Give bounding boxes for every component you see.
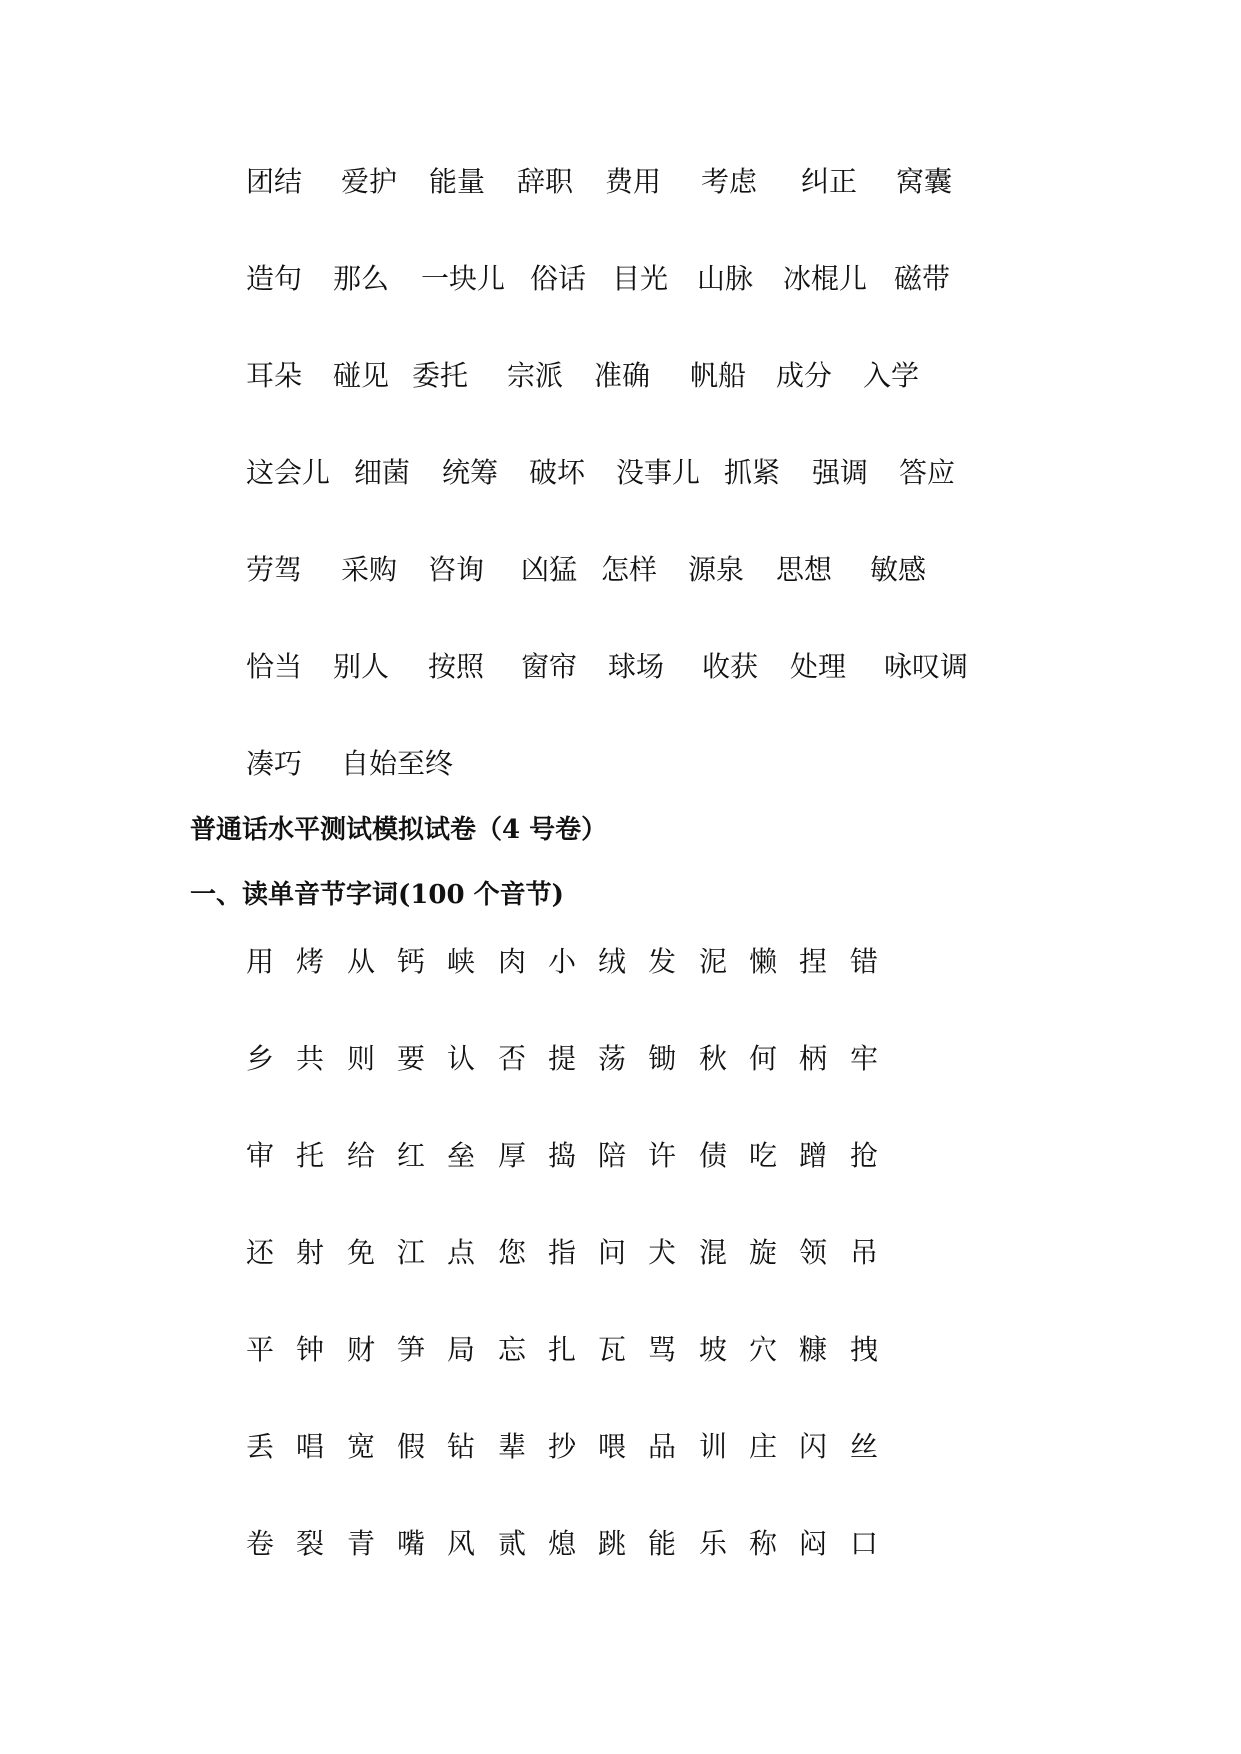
word: 耳朵 (246, 359, 303, 392)
syllable-char: 锄 (648, 1042, 677, 1075)
syllable-char: 喂 (598, 1430, 627, 1463)
syllable-char: 能 (648, 1527, 677, 1560)
word: 考虑 (701, 165, 758, 198)
syllable-char: 口 (850, 1527, 879, 1560)
syllable-char: 债 (699, 1139, 728, 1172)
syllable-char: 局 (447, 1333, 476, 1366)
syllable-char: 还 (246, 1236, 275, 1269)
word: 处理 (790, 650, 847, 683)
syllable-char: 乡 (246, 1042, 275, 1075)
word: 凑巧 (246, 747, 303, 780)
syllable-char: 忘 (498, 1333, 527, 1366)
word: 目光 (612, 262, 669, 295)
syllable-char: 抄 (548, 1430, 577, 1463)
syllable-char: 何 (749, 1042, 778, 1075)
syllable-char: 宽 (347, 1430, 376, 1463)
word: 别人 (333, 650, 390, 683)
word: 思想 (776, 553, 833, 586)
syllable-char: 指 (548, 1236, 577, 1269)
syllable-char: 您 (498, 1236, 527, 1269)
word: 那么 (333, 262, 390, 295)
word: 自始至终 (341, 747, 454, 780)
syllable-char: 穴 (749, 1333, 778, 1366)
word: 山脉 (697, 262, 754, 295)
syllable-char: 庄 (749, 1430, 778, 1463)
syllable-char: 平 (246, 1333, 275, 1366)
word: 窝囊 (896, 165, 953, 198)
word: 辞职 (517, 165, 574, 198)
syllable-char: 丢 (246, 1430, 275, 1463)
syllable-char: 闪 (799, 1430, 828, 1463)
syllable-char: 熄 (548, 1527, 577, 1560)
syllable-char: 荡 (598, 1042, 627, 1075)
syllable-char: 懒 (749, 945, 778, 978)
syllable-char: 牢 (850, 1042, 879, 1075)
syllable-char: 给 (347, 1139, 376, 1172)
syllable-char: 品 (648, 1430, 677, 1463)
word: 帆船 (690, 359, 747, 392)
syllable-char: 绒 (598, 945, 627, 978)
syllable-char: 笋 (397, 1333, 426, 1366)
word: 宗派 (507, 359, 564, 392)
syllable-char: 青 (347, 1527, 376, 1560)
syllable-char: 肉 (498, 945, 527, 978)
word: 碰见 (333, 359, 390, 392)
syllable-char: 捣 (548, 1139, 577, 1172)
word: 统筹 (442, 456, 499, 489)
syllable-char: 钟 (296, 1333, 325, 1366)
syllable-char: 裂 (296, 1527, 325, 1560)
word: 答应 (899, 456, 956, 489)
word: 纠正 (801, 165, 858, 198)
syllable-char: 坡 (699, 1333, 728, 1366)
word: 委托 (412, 359, 469, 392)
word: 没事儿 (616, 456, 701, 489)
word: 破坏 (529, 456, 586, 489)
syllable-char: 峡 (447, 945, 476, 978)
syllable-char: 从 (347, 945, 376, 978)
word: 磁带 (894, 262, 951, 295)
syllable-char: 共 (296, 1042, 325, 1075)
syllable-char: 许 (648, 1139, 677, 1172)
syllable-char: 提 (548, 1042, 577, 1075)
word: 源泉 (688, 553, 745, 586)
word: 敏感 (870, 553, 927, 586)
syllable-char: 免 (347, 1236, 376, 1269)
syllable-char: 乐 (699, 1527, 728, 1560)
word: 一块儿 (421, 262, 506, 295)
syllable-char: 垒 (447, 1139, 476, 1172)
word: 俗话 (530, 262, 587, 295)
syllable-char: 错 (850, 945, 879, 978)
syllable-char: 扎 (548, 1333, 577, 1366)
word: 这会儿 (246, 456, 331, 489)
syllable-char: 发 (648, 945, 677, 978)
word: 冰棍儿 (783, 262, 868, 295)
syllable-char: 否 (498, 1042, 527, 1075)
syllable-char: 小 (548, 945, 577, 978)
word: 球场 (608, 650, 665, 683)
syllable-char: 嘴 (397, 1527, 426, 1560)
syllable-char: 红 (397, 1139, 426, 1172)
syllable-char: 认 (447, 1042, 476, 1075)
syllable-char: 柄 (799, 1042, 828, 1075)
syllable-char: 糠 (799, 1333, 828, 1366)
page-title: 普通话水平测试模拟试卷（4 号卷） (190, 815, 608, 845)
syllable-char: 吊 (850, 1236, 879, 1269)
word: 按照 (428, 650, 485, 683)
syllable-char: 领 (799, 1236, 828, 1269)
syllable-char: 要 (397, 1042, 426, 1075)
syllable-char: 混 (699, 1236, 728, 1269)
syllable-char: 钙 (397, 945, 426, 978)
syllable-char: 称 (749, 1527, 778, 1560)
word: 准确 (594, 359, 651, 392)
word: 细菌 (354, 456, 411, 489)
word: 收获 (702, 650, 759, 683)
syllable-char: 陪 (598, 1139, 627, 1172)
syllable-char: 风 (447, 1527, 476, 1560)
syllable-char: 瓦 (598, 1333, 627, 1366)
syllable-char: 骂 (648, 1333, 677, 1366)
syllable-char: 卷 (246, 1527, 275, 1560)
syllable-char: 闷 (799, 1527, 828, 1560)
syllable-char: 抢 (850, 1139, 879, 1172)
word: 咏叹调 (884, 650, 969, 683)
syllable-char: 钻 (447, 1430, 476, 1463)
section-heading: 一、读单音节字词(100 个音节) (190, 880, 564, 910)
syllable-char: 蹭 (799, 1139, 828, 1172)
word: 费用 (605, 165, 662, 198)
syllable-char: 唱 (296, 1430, 325, 1463)
syllable-char: 跳 (598, 1527, 627, 1560)
word: 采购 (341, 553, 398, 586)
word: 团结 (246, 165, 303, 198)
syllable-char: 射 (296, 1236, 325, 1269)
syllable-char: 江 (397, 1236, 426, 1269)
syllable-char: 托 (296, 1139, 325, 1172)
syllable-char: 烤 (296, 945, 325, 978)
syllable-char: 秋 (699, 1042, 728, 1075)
word: 窗帘 (521, 650, 578, 683)
word: 凶猛 (521, 553, 578, 586)
syllable-char: 则 (347, 1042, 376, 1075)
syllable-char: 点 (447, 1236, 476, 1269)
syllable-char: 吃 (749, 1139, 778, 1172)
word: 强调 (812, 456, 869, 489)
syllable-char: 丝 (850, 1430, 879, 1463)
syllable-char: 旋 (749, 1236, 778, 1269)
syllable-char: 贰 (498, 1527, 527, 1560)
word: 恰当 (246, 650, 303, 683)
syllable-char: 犬 (648, 1236, 677, 1269)
syllable-char: 训 (699, 1430, 728, 1463)
syllable-char: 审 (246, 1139, 275, 1172)
word: 咨询 (428, 553, 485, 586)
syllable-char: 厚 (498, 1139, 527, 1172)
word: 抓紧 (724, 456, 781, 489)
syllable-char: 财 (347, 1333, 376, 1366)
syllable-char: 拽 (850, 1333, 879, 1366)
syllable-char: 捏 (799, 945, 828, 978)
word: 爱护 (341, 165, 398, 198)
syllable-char: 假 (397, 1430, 426, 1463)
syllable-char: 问 (598, 1236, 627, 1269)
word: 入学 (863, 359, 920, 392)
word: 造句 (246, 262, 303, 295)
syllable-char: 辈 (498, 1430, 527, 1463)
word: 能量 (429, 165, 486, 198)
word: 成分 (776, 359, 833, 392)
syllable-char: 泥 (699, 945, 728, 978)
word: 劳驾 (246, 553, 303, 586)
syllable-char: 用 (246, 945, 275, 978)
word: 怎样 (601, 553, 658, 586)
